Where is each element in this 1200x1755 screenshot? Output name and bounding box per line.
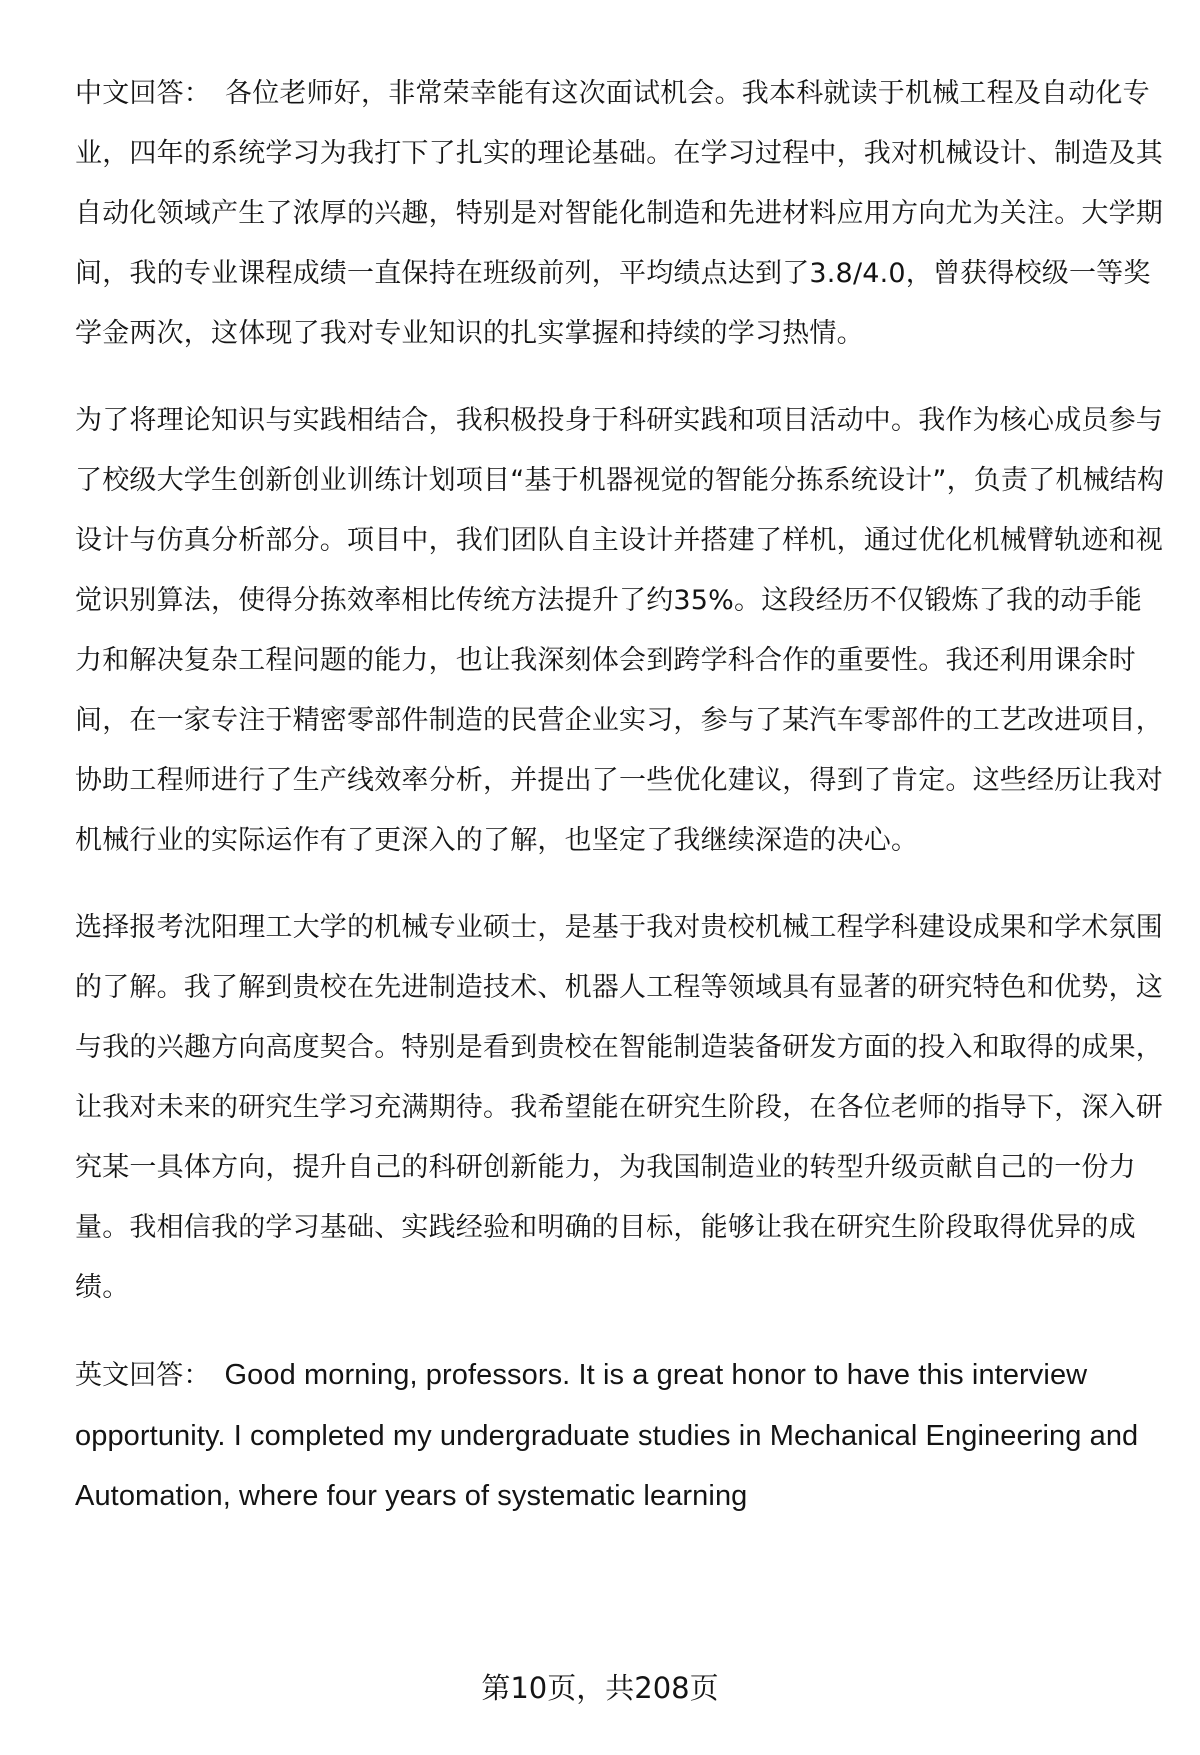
paragraph-text: 选择报考沈阳理工大学的机械专业硕士，是基于我对贵校机械工程学科建设成果和学术氛围的了解。我了解到贵校在先进制造技术、机器人工程等领域具有显著的研究特色和优势，这与我的兴趣方向高度契合。特别是看到贵校在智能制造装备研发方面的投入和取得的成果，让我对未来的研究生学习充满期待。我希望能在研究生阶段，在各位老师的指导下，深入研究某一具体方向，提升自己的科研创新能力，为我国制造业的转型升级贡献自己的一份力量。我相信我的学习基础、实践经验和明确的目标，能够让我在研究生阶段取得优异的成绩。: [75, 912, 1163, 1303]
paragraph-school-choice: [75, 898, 1165, 1318]
paragraph-text: 各位老师好，非常荣幸能有这次面试机会。我本科就读于机械工程及自动化专业，四年的系统学习为我打下了扎实的理论基础。在学习过程中，我对机械设计、制造及其自动化领域产生了浓厚的兴趣，特别是对智能化制造和先进材料应用方向尤为关注。大学期间，我的专业课程成绩一直保持在班级前列，平均绩点达到了3.8/4.0，曾获得校级一等奖学金两次，这体现了我对专业知识的扎实掌握和持续的学习热情。: [75, 78, 1163, 349]
paragraph-english-intro: [75, 1345, 1165, 1526]
paragraph-practice-experience: [75, 391, 1165, 871]
document-body: [75, 64, 1165, 1553]
paragraph-chinese-intro: [75, 64, 1165, 364]
page-number-footer: 第10页，共208页: [481, 1671, 719, 1705]
paragraph-text: 为了将理论知识与实践相结合，我积极投身于科研实践和项目活动中。我作为核心成员参与了校级大学生创新创业训练计划项目“基于机器视觉的智能分拣系统设计”，负责了机械结构设计与仿真分析部分。项目中，我们团队自主设计并搭建了样机，通过优化机械臂轨迹和视觉识别算法，使得分拣效率相比传统方法提升了约35%。这段经历不仅锻炼了我的动手能力和解决复杂工程问题的能力，也让我深刻体会到跨学科合作的重要性。我还利用课余时间，在一家专注于精密零部件制造的民营企业实习，参与了某汽车零部件的工艺改进项目，协助工程师进行了生产线效率分析，并提出了一些优化建议，得到了肯定。这些经历让我对机械行业的实际运作有了更深入的了解，也坚定了我继续深造的决心。: [75, 405, 1165, 856]
paragraph-label: 中文回答：: [75, 78, 211, 109]
paragraph-text: Good morning, professors. It is a great honor to have this interview opportunity. I completed my undergraduate studies in Mechanical Engineering and Automation, where four years of systematic learning: [75, 1359, 1139, 1512]
paragraph-label: 英文回答：: [75, 1360, 211, 1391]
